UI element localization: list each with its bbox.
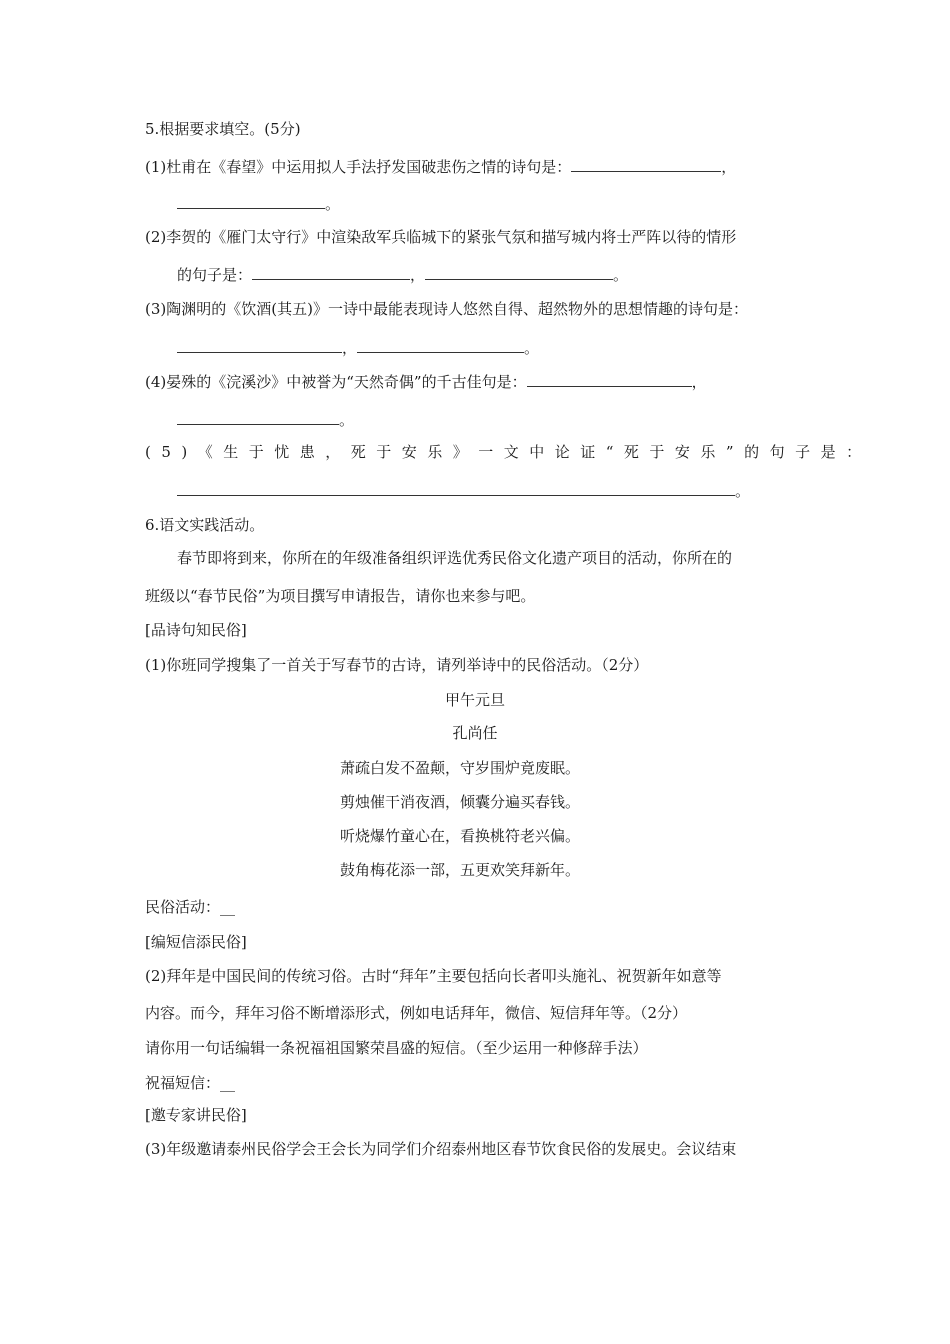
q5-item-2-cont: 的句子是： ， 。 (177, 266, 629, 284)
q6-part-2-task: 请你用一句话编辑一条祝福祖国繁荣昌盛的短信。（至少运用一种修辞手法） (145, 1039, 648, 1057)
q6-heading: 6.语文实践活动。 (145, 516, 265, 534)
q6-intro-cont: 班级以“春节民俗”为项目撰写申请报告，请你也来参与吧。 (145, 587, 536, 605)
q5-item-4: (4)晏殊的《浣溪沙》中被誉为“天然奇偶”的千古佳句是： ， (145, 373, 707, 391)
answer-blank[interactable] (571, 156, 721, 172)
q5-item-3: (3)陶渊明的《饮酒(其五)》一诗中最能表现诗人悠然自得、超然物外的思想情趣的诗句是： (145, 300, 748, 318)
answer-line[interactable]: 民俗活动：__ (145, 898, 236, 916)
answer-line[interactable]: 祝福短信：__ (145, 1074, 236, 1092)
answer-blank[interactable] (252, 264, 410, 280)
q6-part-1: (1)你班同学搜集了一首关于写春节的古诗，请列举诗中的民俗活动。（2分） (145, 656, 649, 674)
answer-blank[interactable] (357, 337, 524, 353)
q5-item-4-cont: 。 (177, 409, 354, 430)
poem-line: 听烧爆竹童心在，看换桃符老兴偏。 (340, 827, 581, 845)
section-title: [编短信添民俗] (145, 933, 247, 951)
q5-item-1: (1)杜甫在《春望》中运用拟人手法抒发国破悲伤之情的诗句是： ， (145, 158, 737, 176)
q6-part-3: (3)年级邀请泰州民俗学会王会长为同学们介绍泰州地区春节饮食民俗的发展史。会议结束 (145, 1140, 737, 1158)
answer-blank[interactable] (527, 371, 692, 387)
poem-line: 萧疏白发不盈颠，守岁围炉竟废眠。 (340, 759, 581, 777)
q5-item-3-cont: ， 。 (177, 337, 539, 358)
poem-line: 鼓角梅花添一部，五更欢笑拜新年。 (340, 861, 581, 879)
answer-blank[interactable] (177, 193, 325, 209)
answer-blank[interactable] (177, 480, 735, 496)
section-title: [邀专家讲民俗] (145, 1106, 247, 1124)
q6-part-2: (2)拜年是中国民间的传统习俗。古时“拜年”主要包括向长者叩头施礼、祝贺新年如意等 (145, 967, 722, 985)
answer-blank[interactable] (425, 264, 613, 280)
q5-item-5-cont: 。 (177, 480, 750, 501)
answer-blank[interactable] (177, 337, 342, 353)
q6-part-2-cont: 内容。而今，拜年习俗不断增添形式，例如电话拜年，微信、短信拜年等。（2分） (145, 1004, 688, 1022)
poem-line: 剪烛催干消夜酒，倾囊分遍买春钱。 (340, 793, 581, 811)
q5-item-2: (2)李贺的《雁门太守行》中渲染敌军兵临城下的紧张气氛和描写城内将士严阵以待的情形 (145, 228, 737, 246)
q5-item-5: (5)《生于忧患，死于安乐》一文中论证“死于安乐”的句子是： (145, 443, 872, 461)
q5-heading: 5.根据要求填空。(5分) (145, 120, 301, 138)
answer-blank[interactable] (177, 409, 339, 425)
section-title: [品诗句知民俗] (145, 621, 247, 639)
poem-title: 甲午元旦 (444, 691, 505, 709)
q6-intro: 春节即将到来，你所在的年级准备组织评选优秀民俗文化遗产项目的活动，你所在的 (177, 549, 733, 567)
q5-item-1-cont: 。 (177, 193, 340, 214)
poem-author: 孔尚任 (452, 724, 498, 742)
